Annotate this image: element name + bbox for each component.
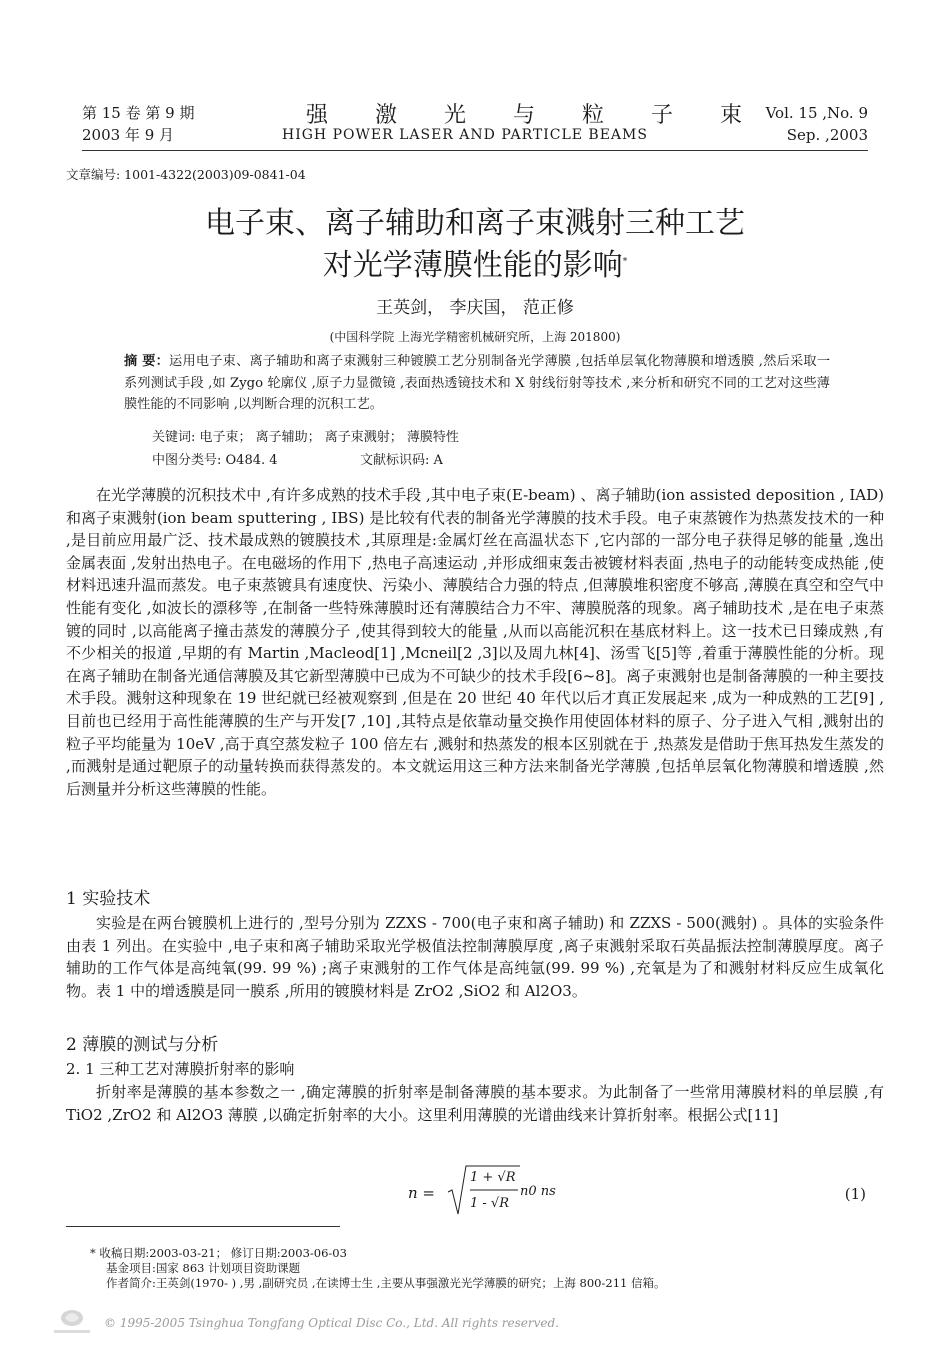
document-code: 文献标识码: A [360, 453, 443, 468]
intro-paragraph [66, 484, 884, 800]
publisher-logo-icon [52, 1304, 92, 1338]
section-1-body [66, 912, 884, 1002]
abstract-label: 摘 要： [124, 354, 170, 369]
footnote-rule [66, 1226, 340, 1227]
formula-numerator: 1 + √R [470, 1170, 516, 1185]
section-1-heading: 1 实验技术 [66, 889, 151, 909]
abstract-text: 运用电子束、离子辅助和离子束溅射三种镀膜工艺分别制备光学薄膜 ,包括单层氧化物薄膜和增透膜 ,然后采取一系列测试手段 ,如 Zygo 轮廓仪 ,原子力显微镜 ,表面热透镜技术和 X 射线衍射等技术 ,来分析和研究不同的工艺对这些薄膜性能的不同影响 ,以判断合理的沉积工艺。 [124, 354, 831, 412]
header-rule [82, 150, 868, 151]
title-line-2-text: 对光学薄膜性能的影响 [322, 248, 623, 283]
formula-denominator: 1 - √R [470, 1196, 509, 1211]
section-2-text: 折射率是薄膜的基本参数之一 ,确定薄膜的折射率是制备薄膜的基本要求。为此制备了一些常用薄膜材料的单层膜 ,有 TiO2 ,ZrO2 和 Al2O3 薄膜 ,以确定折射率的大小。这里利用薄膜的光谱曲线来计算折射率。根据公式[11] [66, 1083, 884, 1124]
footnote-dates: * 收稿日期:2003-03-21； 修订日期:2003-06-03 [90, 1246, 347, 1260]
formula-factor: n0 ns [520, 1184, 556, 1199]
clc-number: 中图分类号: O484. 4 [152, 453, 278, 468]
subsection-2-1-heading: 2. 1 三种工艺对薄膜折射率的影响 [66, 1060, 295, 1078]
copyright-notice: © 1995-2005 Tsinghua Tongfang Optical Disc Co., Ltd. All rights reserved. [104, 1316, 559, 1330]
section-2-body [66, 1081, 884, 1126]
date-cn: 2003 年 9 月 [82, 126, 175, 144]
journal-title-en: HIGH POWER LASER AND PARTICLE BEAMS [282, 127, 648, 143]
volume-issue-cn: 第 15 卷 第 9 期 [82, 104, 195, 122]
volume-issue-en: Vol. 15 ,No. 9 [765, 104, 868, 122]
date-en: Sep. ,2003 [786, 126, 868, 144]
section-1-text: 实验是在两台镀膜机上进行的 ,型号分别为 ZZXS - 700(电子束和离子辅助) 和 ZZXS - 500(溅射) 。具体的实验条件由表 1 列出。在实验中 ,电子束和离子辅助采取光学极值法控制薄膜厚度 ,离子束溅射采取石英晶振法控制薄膜厚度。离子辅助的工作气体是高纯氧(99. 99 %) ;离子束溅射的工作气体是高纯氩(99. 99 %) ,充氧是为了和溅射材料反应生成氧化物。表 1 中的增透膜是同一膜系 ,所用的镀膜材料是 ZrO2 ,SiO2 和 Al2O3。 [66, 914, 884, 1000]
footnote-author-bio: 作者简介:王英剑(1970- ) ,男 ,副研究员 ,在读博士生 ,主要从事强激光光学薄膜的研究；上海 800-211 信箱。 [106, 1276, 666, 1290]
title-footnote-mark: * [622, 257, 628, 267]
article-number: 文章编号: 1001-4322(2003)09-0841-04 [66, 167, 306, 182]
formula-number: (1) [844, 1185, 866, 1203]
footnote-fund: 基金项目:国家 863 计划项目资助课题 [106, 1261, 301, 1275]
journal-title-cn: 强 激 光 与 粒 子 束 [306, 103, 762, 128]
title-line-2 [0, 240, 950, 284]
intro-text: 在光学薄膜的沉积技术中 ,有许多成熟的技术手段 ,其中电子束(E-beam) 、离子辅助(ion assisted deposition , IAD) 和离子束溅射(ion beam sputtering , IBS) 是比较有代表的制备光学薄膜的技术手段。电子束蒸镀作为热蒸发技术的一种 ,是目前应用最广泛、技术最成熟的镀膜技术 ,其原理是:金属灯丝在高温状态下 ,它内部的一部分电子获得足够的能量 ,逸出金属表面 ,发射出热电子。在电磁场的作用下 ,热电子高速运动 ,并形成细束轰击被镀材料表面 ,热电子的动能转变成热能 ,使材料迅速升温而蒸发。电子束蒸镀具有速度快、污染小、薄膜结合力强的特点 ,但薄膜堆积密度不够高 ,薄膜在真空和空气中性能有变化 ,如波长的漂移等 ,在制备一些特殊薄膜时还有薄膜结合力不牢、薄膜脱落的现象。离子辅助技术 ,是在电子束蒸镀的同时 ,以高能离子撞击蒸发的薄膜分子 ,使其得到较大的能量 ,从而以高能沉积在基底材料上。这一技术已日臻成熟 ,有不少相关的报道 ,早期的有 Martin ,Macleod[1] ,Mcneil[2 ,3]以及周九林[4]、汤雪飞[5]等 ,着重于薄膜性能的分析。现在离子辅助在制备光通信薄膜及其它新型薄膜中已成为不可缺少的技术手段[6~8]。离子束溅射也是制备薄膜的一种主要技术手段。溅射这种现象在 19 世纪就已经被观察到 ,但是在 20 世纪 40 年代以后才真正发展起来 ,成为一种成熟的工艺[9] ,目前也已经用于高性能薄膜的生产与开发[7 ,10] ,其特点是依靠动量交换作用使固体材料的原子、分子进入气相 ,溅射出的粒子平均能量为 10eV ,高于真空蒸发粒子 100 倍左右 ,溅射和热蒸发的根本区别就在于 ,热蒸发是借助于焦耳热发生蒸发的 ,而溅射是通过靶原子的动量转换而获得蒸发的。本文就运用这三种方法来制备光学薄膜 ,包括单层氧化物薄膜和增透膜 ,然后测量并分析这些薄膜的性能。 [66, 486, 884, 798]
abstract [124, 351, 830, 416]
keywords: 关键词: 电子束； 离子辅助； 离子束溅射； 薄膜特性 [152, 430, 459, 445]
affiliation: (中国科学院 上海光学精密机械研究所，上海 201800) [329, 330, 621, 344]
section-2-heading: 2 薄膜的测试与分析 [66, 1035, 219, 1055]
formula-lhs: n = [408, 1184, 435, 1202]
authors: 王英剑， 李庆国， 范正修 [376, 298, 574, 318]
title-line-1: 电子束、离子辅助和离子束溅射三种工艺 [205, 206, 745, 241]
